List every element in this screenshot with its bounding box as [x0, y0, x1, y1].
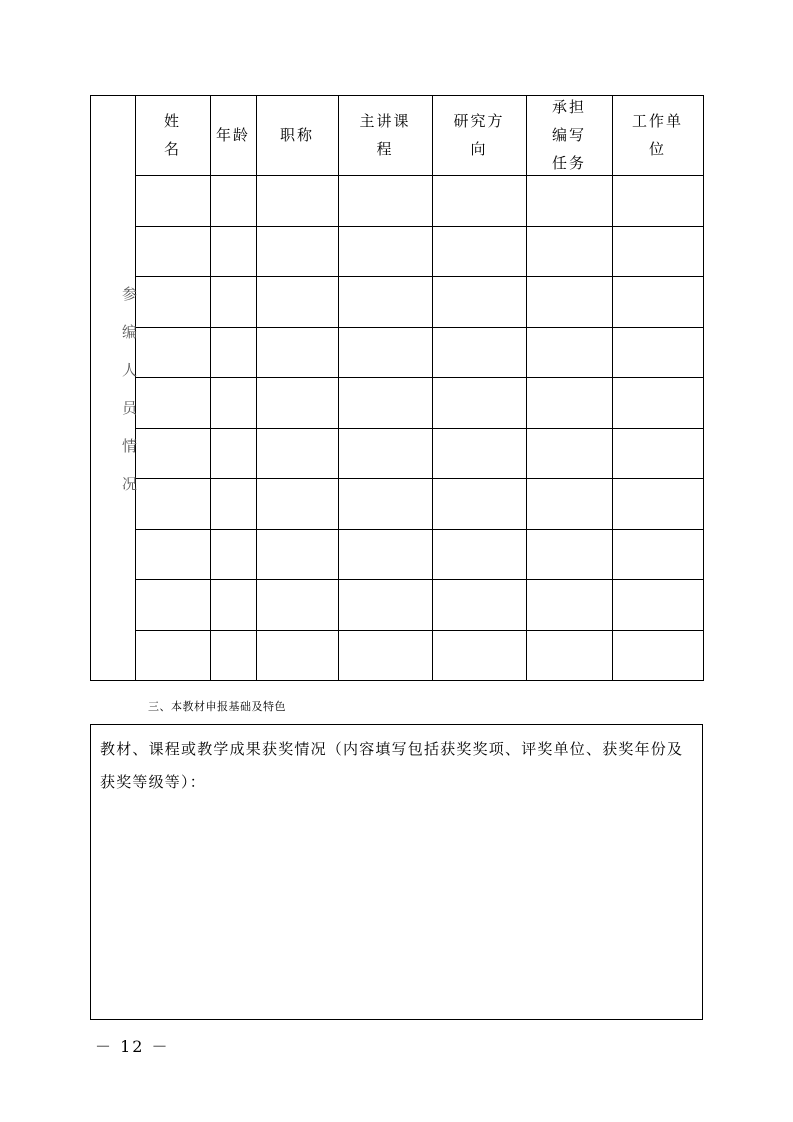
table-cell-age[interactable]: [211, 227, 256, 277]
table-cell-name[interactable]: [136, 631, 210, 681]
table-cell-course[interactable]: [339, 631, 432, 681]
page-number: － 12 －: [95, 1037, 170, 1056]
side-label-char: 参: [122, 285, 138, 303]
table-cell-employer[interactable]: [613, 479, 703, 529]
table-cell-course[interactable]: [339, 429, 432, 479]
header-title: [256, 95, 338, 175]
side-label-char: 员: [122, 399, 138, 417]
table-cell-age[interactable]: [211, 429, 256, 479]
header-line: 职称: [279, 126, 314, 144]
table-cell-task[interactable]: [527, 176, 612, 226]
table-cell-age[interactable]: [211, 530, 256, 580]
table-cell-employer[interactable]: [613, 631, 703, 681]
table-cell-age[interactable]: [211, 378, 256, 428]
table-cell-research[interactable]: [433, 631, 526, 681]
table-cell-research[interactable]: [433, 328, 526, 378]
table-cell-research[interactable]: [433, 429, 526, 479]
table-cell-age[interactable]: [211, 580, 256, 630]
table-cell-title[interactable]: [257, 277, 338, 327]
table-cell-name[interactable]: [136, 176, 210, 226]
table-cell-task[interactable]: [527, 378, 612, 428]
header-line: 任务: [551, 154, 586, 172]
awards-prompt: 教材、课程或教学成果获奖情况（内容填写包括获奖奖项、评奖单位、获奖年份及获奖等级等）：: [100, 740, 684, 791]
table-cell-name[interactable]: [136, 378, 210, 428]
side-label-char: 人: [122, 361, 138, 379]
header-age-label: [216, 121, 250, 149]
table-cell-course[interactable]: [339, 479, 432, 529]
header-employer-label: [632, 107, 683, 163]
table-cell-research[interactable]: [433, 277, 526, 327]
header-employer: [612, 95, 703, 175]
table-cell-title[interactable]: [257, 580, 338, 630]
table-cell-title[interactable]: [257, 378, 338, 428]
table-cell-name[interactable]: [136, 277, 210, 327]
header-line: 主讲课: [359, 112, 411, 130]
header-age: [210, 95, 256, 175]
table-cell-age[interactable]: [211, 328, 256, 378]
header-line: 位: [648, 140, 666, 158]
header-course-label: [359, 107, 410, 163]
table-cell-title[interactable]: [257, 530, 338, 580]
table-cell-research[interactable]: [433, 227, 526, 277]
table-cell-employer[interactable]: [613, 277, 703, 327]
table-cell-course[interactable]: [339, 328, 432, 378]
side-label-char: 编: [122, 323, 138, 341]
table-cell-title[interactable]: [257, 176, 338, 226]
table-cell-name[interactable]: [136, 479, 210, 529]
table-cell-employer[interactable]: [613, 227, 703, 277]
table-cell-course[interactable]: [339, 378, 432, 428]
table-cell-task[interactable]: [527, 227, 612, 277]
table-cell-title[interactable]: [257, 631, 338, 681]
header-line: 程: [376, 140, 394, 158]
table-cell-course[interactable]: [339, 227, 432, 277]
table-cell-employer[interactable]: [613, 580, 703, 630]
header-research: [432, 95, 526, 175]
table-cell-title[interactable]: [257, 479, 338, 529]
header-title-label: [280, 121, 314, 149]
header-course: [338, 95, 432, 175]
header-line: 姓: [163, 112, 181, 130]
header-research-label: [453, 107, 504, 163]
table-cell-name[interactable]: [136, 580, 210, 630]
header-task: [526, 95, 612, 175]
table-cell-employer[interactable]: [613, 328, 703, 378]
table-cell-task[interactable]: [527, 429, 612, 479]
header-line: 编写: [551, 126, 586, 144]
table-cell-task[interactable]: [527, 580, 612, 630]
table-cell-employer[interactable]: [613, 378, 703, 428]
table-cell-task[interactable]: [527, 530, 612, 580]
header-line: 年龄: [215, 126, 250, 144]
table-cell-employer[interactable]: [613, 429, 703, 479]
section-title: 三、本教材申报基础及特色: [148, 700, 286, 713]
table-cell-course[interactable]: [339, 580, 432, 630]
table-cell-research[interactable]: [433, 176, 526, 226]
table-cell-course[interactable]: [339, 176, 432, 226]
table-cell-title[interactable]: [257, 429, 338, 479]
header-line: 向: [470, 140, 488, 158]
table-border-vertical: [703, 95, 704, 681]
header-name-label: [164, 107, 181, 163]
table-cell-name[interactable]: [136, 227, 210, 277]
side-label-char: 情: [122, 437, 138, 455]
table-cell-name[interactable]: [136, 429, 210, 479]
header-task-label: [552, 93, 586, 177]
table-cell-research[interactable]: [433, 479, 526, 529]
table-border-vertical: [90, 95, 91, 681]
table-cell-age[interactable]: [211, 176, 256, 226]
table-cell-task[interactable]: [527, 631, 612, 681]
table-cell-age[interactable]: [211, 631, 256, 681]
header-line: 承担: [551, 98, 586, 116]
header-line: 名: [163, 140, 181, 158]
table-cell-task[interactable]: [527, 479, 612, 529]
table-cell-research[interactable]: [433, 580, 526, 630]
table-cell-research[interactable]: [433, 378, 526, 428]
awards-box[interactable]: [90, 724, 703, 1020]
table-cell-age[interactable]: [211, 479, 256, 529]
side-label-char: 况: [122, 475, 138, 493]
table-cell-name[interactable]: [136, 328, 210, 378]
table-cell-title[interactable]: [257, 328, 338, 378]
header-line: 工作单: [631, 112, 683, 130]
table-cell-employer[interactable]: [613, 530, 703, 580]
table-cell-task[interactable]: [527, 328, 612, 378]
table-cell-task[interactable]: [527, 277, 612, 327]
header-name: [135, 95, 210, 175]
table-cell-age[interactable]: [211, 277, 256, 327]
header-line: 研究方: [453, 112, 505, 130]
table-cell-title[interactable]: [257, 227, 338, 277]
table-cell-research[interactable]: [433, 530, 526, 580]
table-cell-course[interactable]: [339, 530, 432, 580]
table-cell-course[interactable]: [339, 277, 432, 327]
table-cell-employer[interactable]: [613, 176, 703, 226]
table-cell-name[interactable]: [136, 530, 210, 580]
